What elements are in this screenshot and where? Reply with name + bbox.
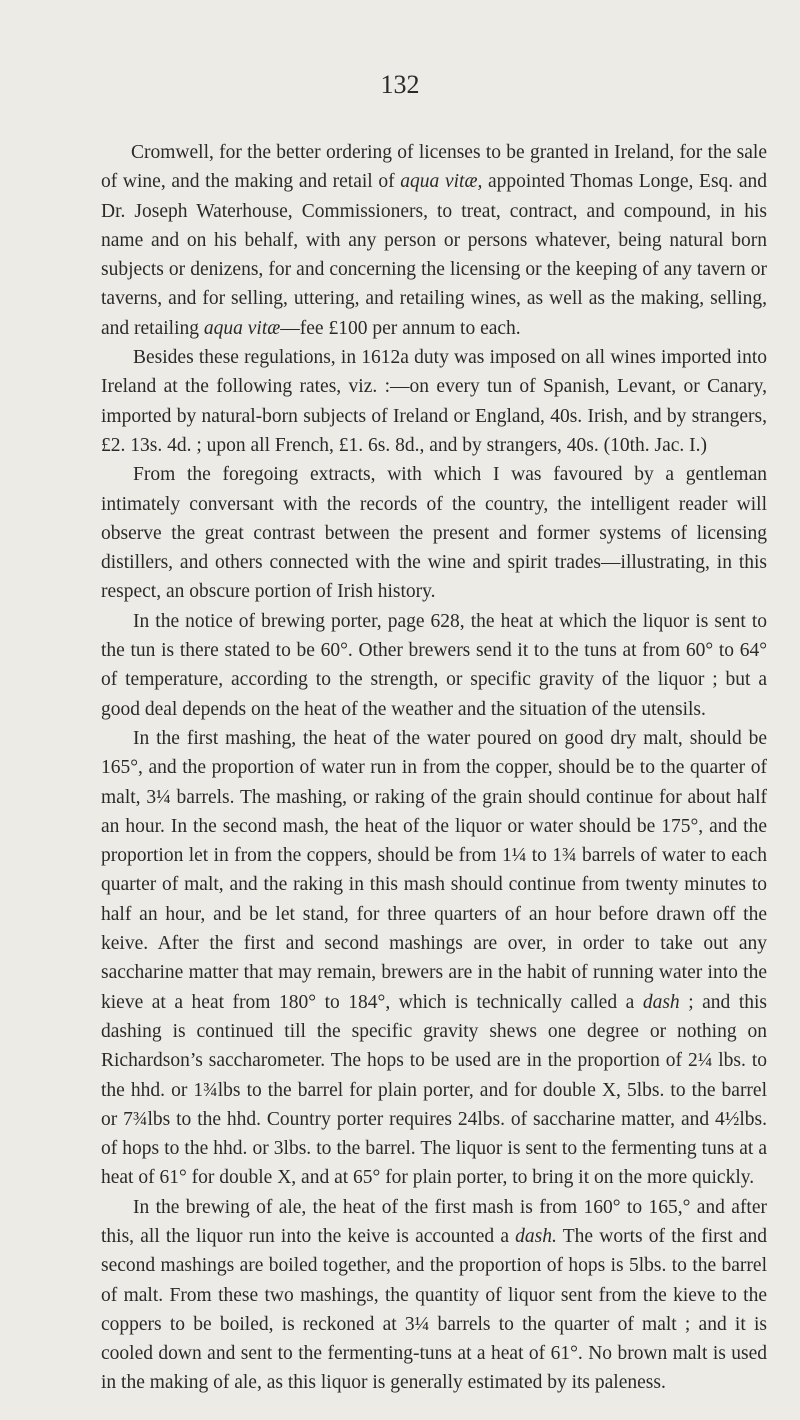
- text-run: Cromwell, for the better ordering of licenses to be granted in Ireland, for the sale of wine, and the making and retail of: [101, 142, 767, 193]
- page-number: 132: [380, 70, 420, 99]
- paragraph: In the notice of brewing porter, page 628, the heat at which the liquor is sent to the tun is there stated to be 60°. Other brewers send it to the tuns at from 60° to 64° of temperature, according to the strength, or specific gravity of the liquor ; but a good deal depends on the heat of the weather and the situation of the utensils.: [101, 610, 767, 720]
- body-text: [101, 138, 767, 1398]
- paragraph: [101, 138, 767, 343]
- italic-text: dash.: [515, 1225, 557, 1247]
- text-run: —fee £100 per annum to each.: [280, 317, 521, 339]
- paragraph: [101, 724, 767, 1193]
- italic-text: dash: [642, 991, 680, 1013]
- paragraph: From the foregoing extracts, with which I was favoured by a gentleman intimately conversant with the records of the country, the intelligent reader will observe the great contrast between the present and former systems of licensing distillers, and others connected with the wine and spirit trades—illustrating, in this respect, an obscure portion of Irish history.: [101, 464, 767, 603]
- text-run: In the brewing of ale, the heat of the first mash is from 160° to 165,° and after this, all the liquor run into the keive is accounted a: [101, 1196, 767, 1247]
- text-run: The worts of the first and second mashings are boiled together, and the proportion of hops is 5lbs. to the barrel of malt. From these two mashings, the quantity of liquor sent from the kieve to the coppers to be boiled, is reckoned at 3¼ barrels to the quarter of malt ; and it is cooled down and sent to the fermenting-tuns at a heat of 61°. No brown malt is used in the making of ale, as this liquor is generally estimated by its paleness.: [101, 1225, 767, 1394]
- paragraph: [101, 1193, 767, 1398]
- text-run: appointed Thomas Longe, Esq. and Dr. Joseph Waterhouse, Commissioners, to treat, contract, and compound, in his name and on his behalf, with any person or persons whatever, being natural born subjects or denizens, for and concerning the licensing or the keeping of any tavern or taverns, and for selling, uttering, and retailing wines, as well as the making, selling, and retailing: [101, 171, 767, 339]
- italic-text: aqua vitæ: [203, 317, 281, 339]
- text-run: ; and this dashing is continued till the specific gravity shews one degree or nothing on Richardson’s saccharometer. The hops to be used are in the proportion of 2¼ lbs. to the hhd. or 1¾lbs to the barrel for plain porter, and for double X, 5lbs. to the barrel or 7¾lbs to the hhd. Country porter requires 24lbs. of saccharine matter, and 4½lbs. of hops to the hhd. or 3lbs. to the barrel. The liquor is sent to the fermenting tuns at a heat of 61° for double X, and at 65° for plain porter, to bring it on the more quickly.: [101, 991, 767, 1189]
- paragraph: Besides these regulations, in 1612a duty was imposed on all wines imported into Ireland at the following rates, viz. :—on every tun of Spanish, Levant, or Canary, imported by natural-born subjects of Ireland or England, 40s. Irish, and by strangers, £2. 13s. 4d. ; upon all French, £1. 6s. 8d., and by strangers, 40s. (10th. Jac. I.): [101, 347, 767, 456]
- text-run: In the first mashing, the heat of the water poured on good dry malt, should be 165°, and the proportion of water run in from the copper, should be to the quarter of malt, 3¼ barrels. The mashing, or raking of the grain should continue for about half an hour. In the second mash, the heat of the liquor or water should be 175°, and the proportion let in from the coppers, should be from 1¼ to 1¾ barrels of water to each quarter of malt, and the raking in this mash should continue from twenty minutes to half an hour, and be let stand, for three quarters of an hour before drawn off the keive. After the first and second mashings are over, in order to take out any saccharine matter that may remain, brewers are in the habit of running water into the kieve at a heat from 180° to 184°, which is technically called a: [101, 727, 767, 1013]
- italic-text: aqua vitæ,: [400, 171, 483, 193]
